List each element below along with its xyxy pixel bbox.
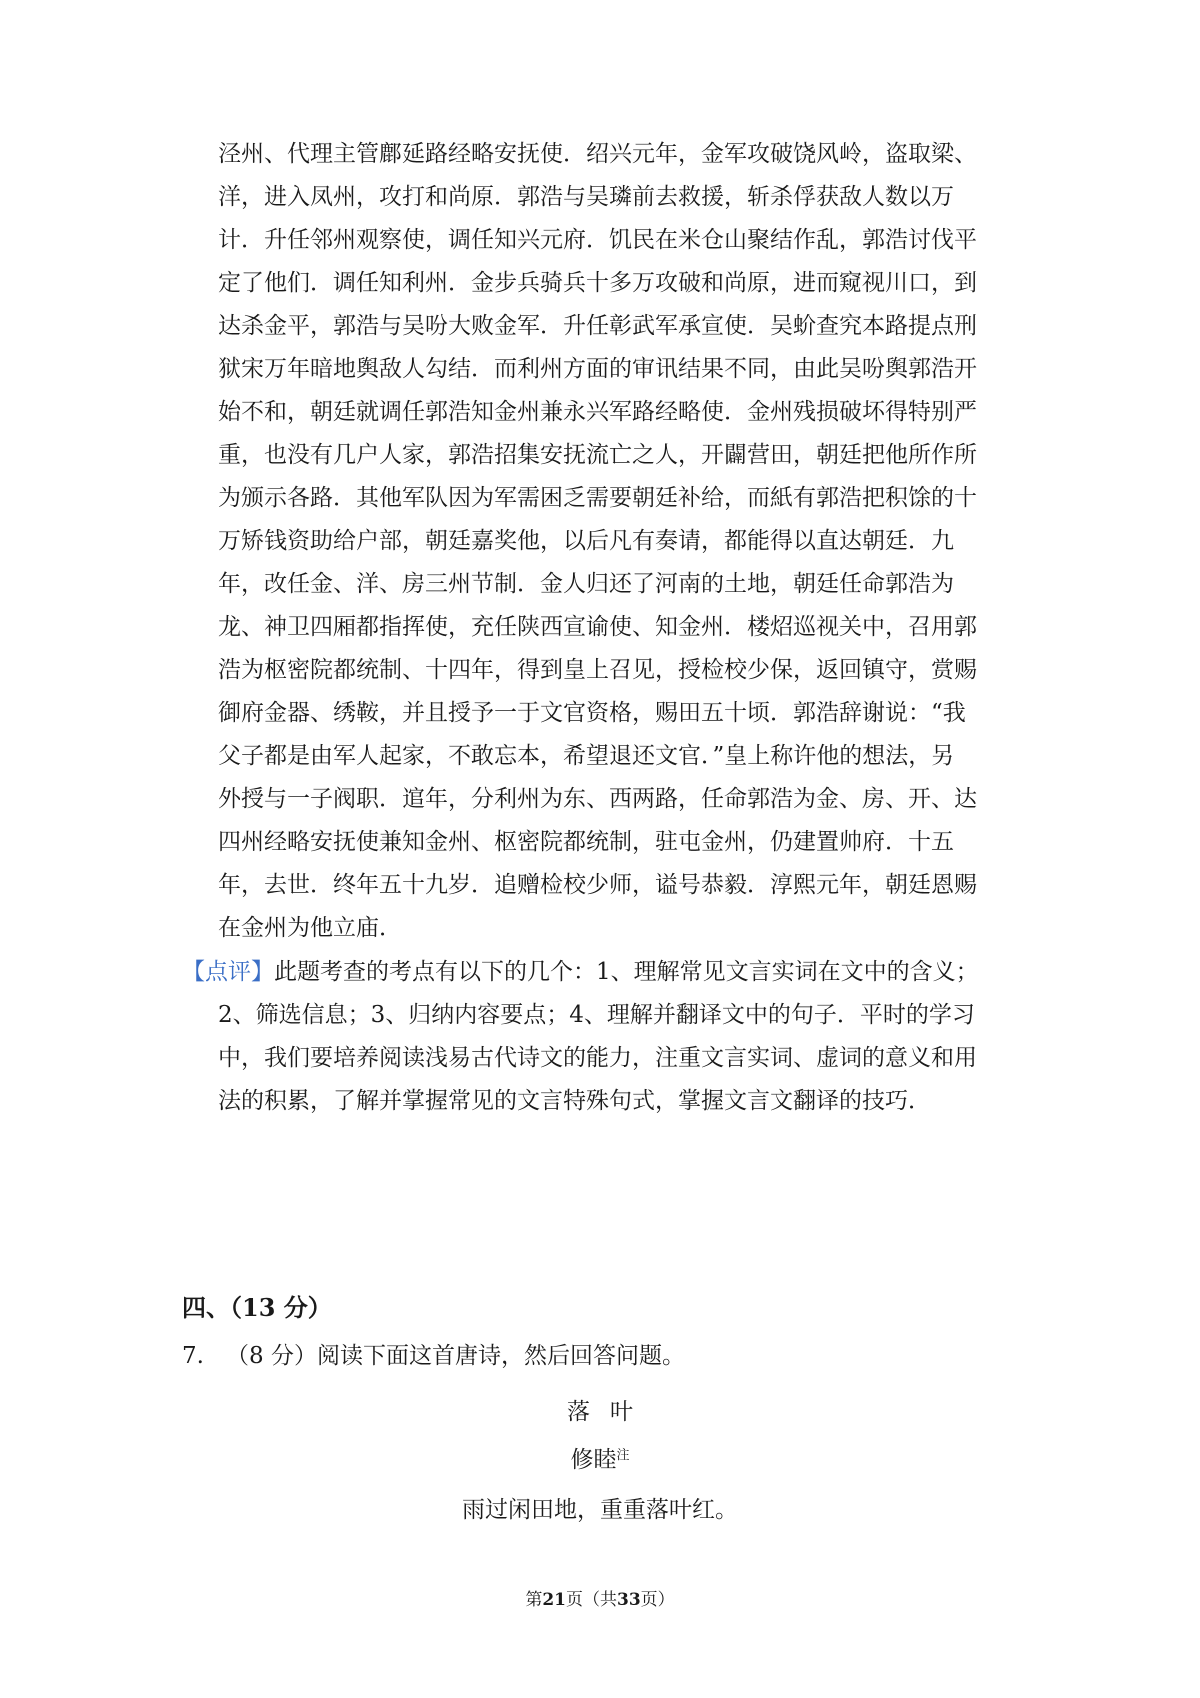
text-line: 中，我们要培养阅读浅易古代诗文的能力，注重文言实词、虚词的意义和用 — [218, 1045, 977, 1071]
footer-suffix: 页） — [640, 1590, 675, 1610]
question-text: （8 分）阅读下面这首唐诗，然后回答问题。 — [226, 1343, 685, 1369]
footer-prefix: 第 — [525, 1590, 543, 1610]
comment-first-text: 此题考查的考点有以下的几个：1、理解常见文言实词在文中的含义； — [274, 959, 979, 985]
comment-paragraph — [182, 951, 1030, 1123]
text-line: 外授与一子阀职．逭年，分利州为东、西两路，任命郭浩为金、房、开、达 — [218, 786, 977, 812]
poem-title: 落叶 — [567, 1399, 653, 1425]
text-line: 定了他们．调任知利州．金步兵骑兵十多万攻破和尚原，进而窥视川口，到 — [218, 270, 977, 296]
text-line: 达杀金平，郭浩与吴吩大败金军．升任彰武军承宣使．吴蚧查究本路提点刑 — [218, 313, 977, 339]
text-line: 计．升任邻州观察使，调任知兴元府．饥民在米仓山聚结作乱，郭浩讨伐平 — [218, 227, 977, 253]
text-line: 御府金器、绣鞍，并且授予一于文官资格，赐田五十顷．郭浩辞谢说：“我 — [218, 700, 966, 726]
footer-middle: 页（共 — [566, 1590, 617, 1610]
comment-tag: 【点评】 — [182, 959, 274, 985]
comment-first-line — [182, 951, 1030, 994]
total-pages: 33 — [617, 1590, 641, 1610]
text-line: 父子都是由军人起家，不敢忘本，希望退还文官．”皇上称许他的想法，另 — [218, 743, 955, 769]
text-line: 狱宋万年暗地舆敌人勾结．而利州方面的审讯结果不同，由此吴吩舆郭浩开 — [218, 356, 977, 382]
page-number: 21 — [542, 1590, 566, 1610]
text-line: 年，改任金、洋、房三州节制．金人归还了河南的土地，朝廷任命郭浩为 — [218, 571, 954, 597]
text-line: 为颁示各路．其他军队因为军需困乏需要朝廷补给，而紙有郭浩把积馀的十 — [218, 485, 977, 511]
page-footer — [0, 1586, 1200, 1614]
text-line: 龙、神卫四厢都指挥使，充任陕西宣谕使、知金州．楼炤巡视关中，召用郭 — [218, 614, 977, 640]
poem-author-line — [0, 1440, 1200, 1480]
text-line: 洋，进入凤州，攻打和尚原．郭浩与吴璘前去救援，斩杀俘获敌人数以万 — [218, 184, 954, 210]
text-line: 年，去世．终年五十九岁．追赠检校少师，谥号恭毅．淳熙元年，朝廷恩赐 — [218, 872, 977, 898]
text-line: 重，也没有几户人家，郭浩招集安抚流亡之人，开闢营田，朝廷把他所作所 — [218, 442, 977, 468]
text-line: 万矫钱资助给户部，朝廷嘉奖他，以后凡有奏请，都能得以直达朝廷．九 — [218, 528, 954, 554]
text-line: 始不和，朝廷就调任郭浩知金州兼永兴军路经略使．金州残损破坏得特别严 — [218, 399, 977, 425]
text-line: 四州经略安抚使兼知金州、枢密院都统制，驻屯金州，仍建置帅府．十五 — [218, 829, 954, 855]
translation-paragraph — [218, 133, 1030, 950]
poem-author: 修睦 — [570, 1447, 617, 1473]
text-line: 2、筛选信息；3、归纳内容要点；4、理解并翻译文中的句子．平时的学习 — [218, 1002, 975, 1028]
text-line: 法的积累，了解并掌握常见的文言特殊句式，掌握文言文翻译的技巧． — [218, 1088, 931, 1114]
question-number: 7. — [182, 1343, 204, 1369]
text-line: 浩为枢密院都统制、十四年，得到皇上召见，授检校少保，返回镇守，赏赐 — [218, 657, 977, 683]
author-note-marker: 注 — [616, 1448, 630, 1463]
text-line: 在金州为他立庙． — [218, 915, 402, 941]
question-7 — [182, 1336, 685, 1376]
text-line: 泾州、代理主管鄜延路经略安抚使．绍兴元年，金军攻破饶风岭，盗取梁、 — [218, 141, 977, 167]
poem-line: 雨过闲田地，重重落叶红。 — [462, 1497, 738, 1523]
section-heading: 四、（13 分） — [182, 1293, 332, 1322]
